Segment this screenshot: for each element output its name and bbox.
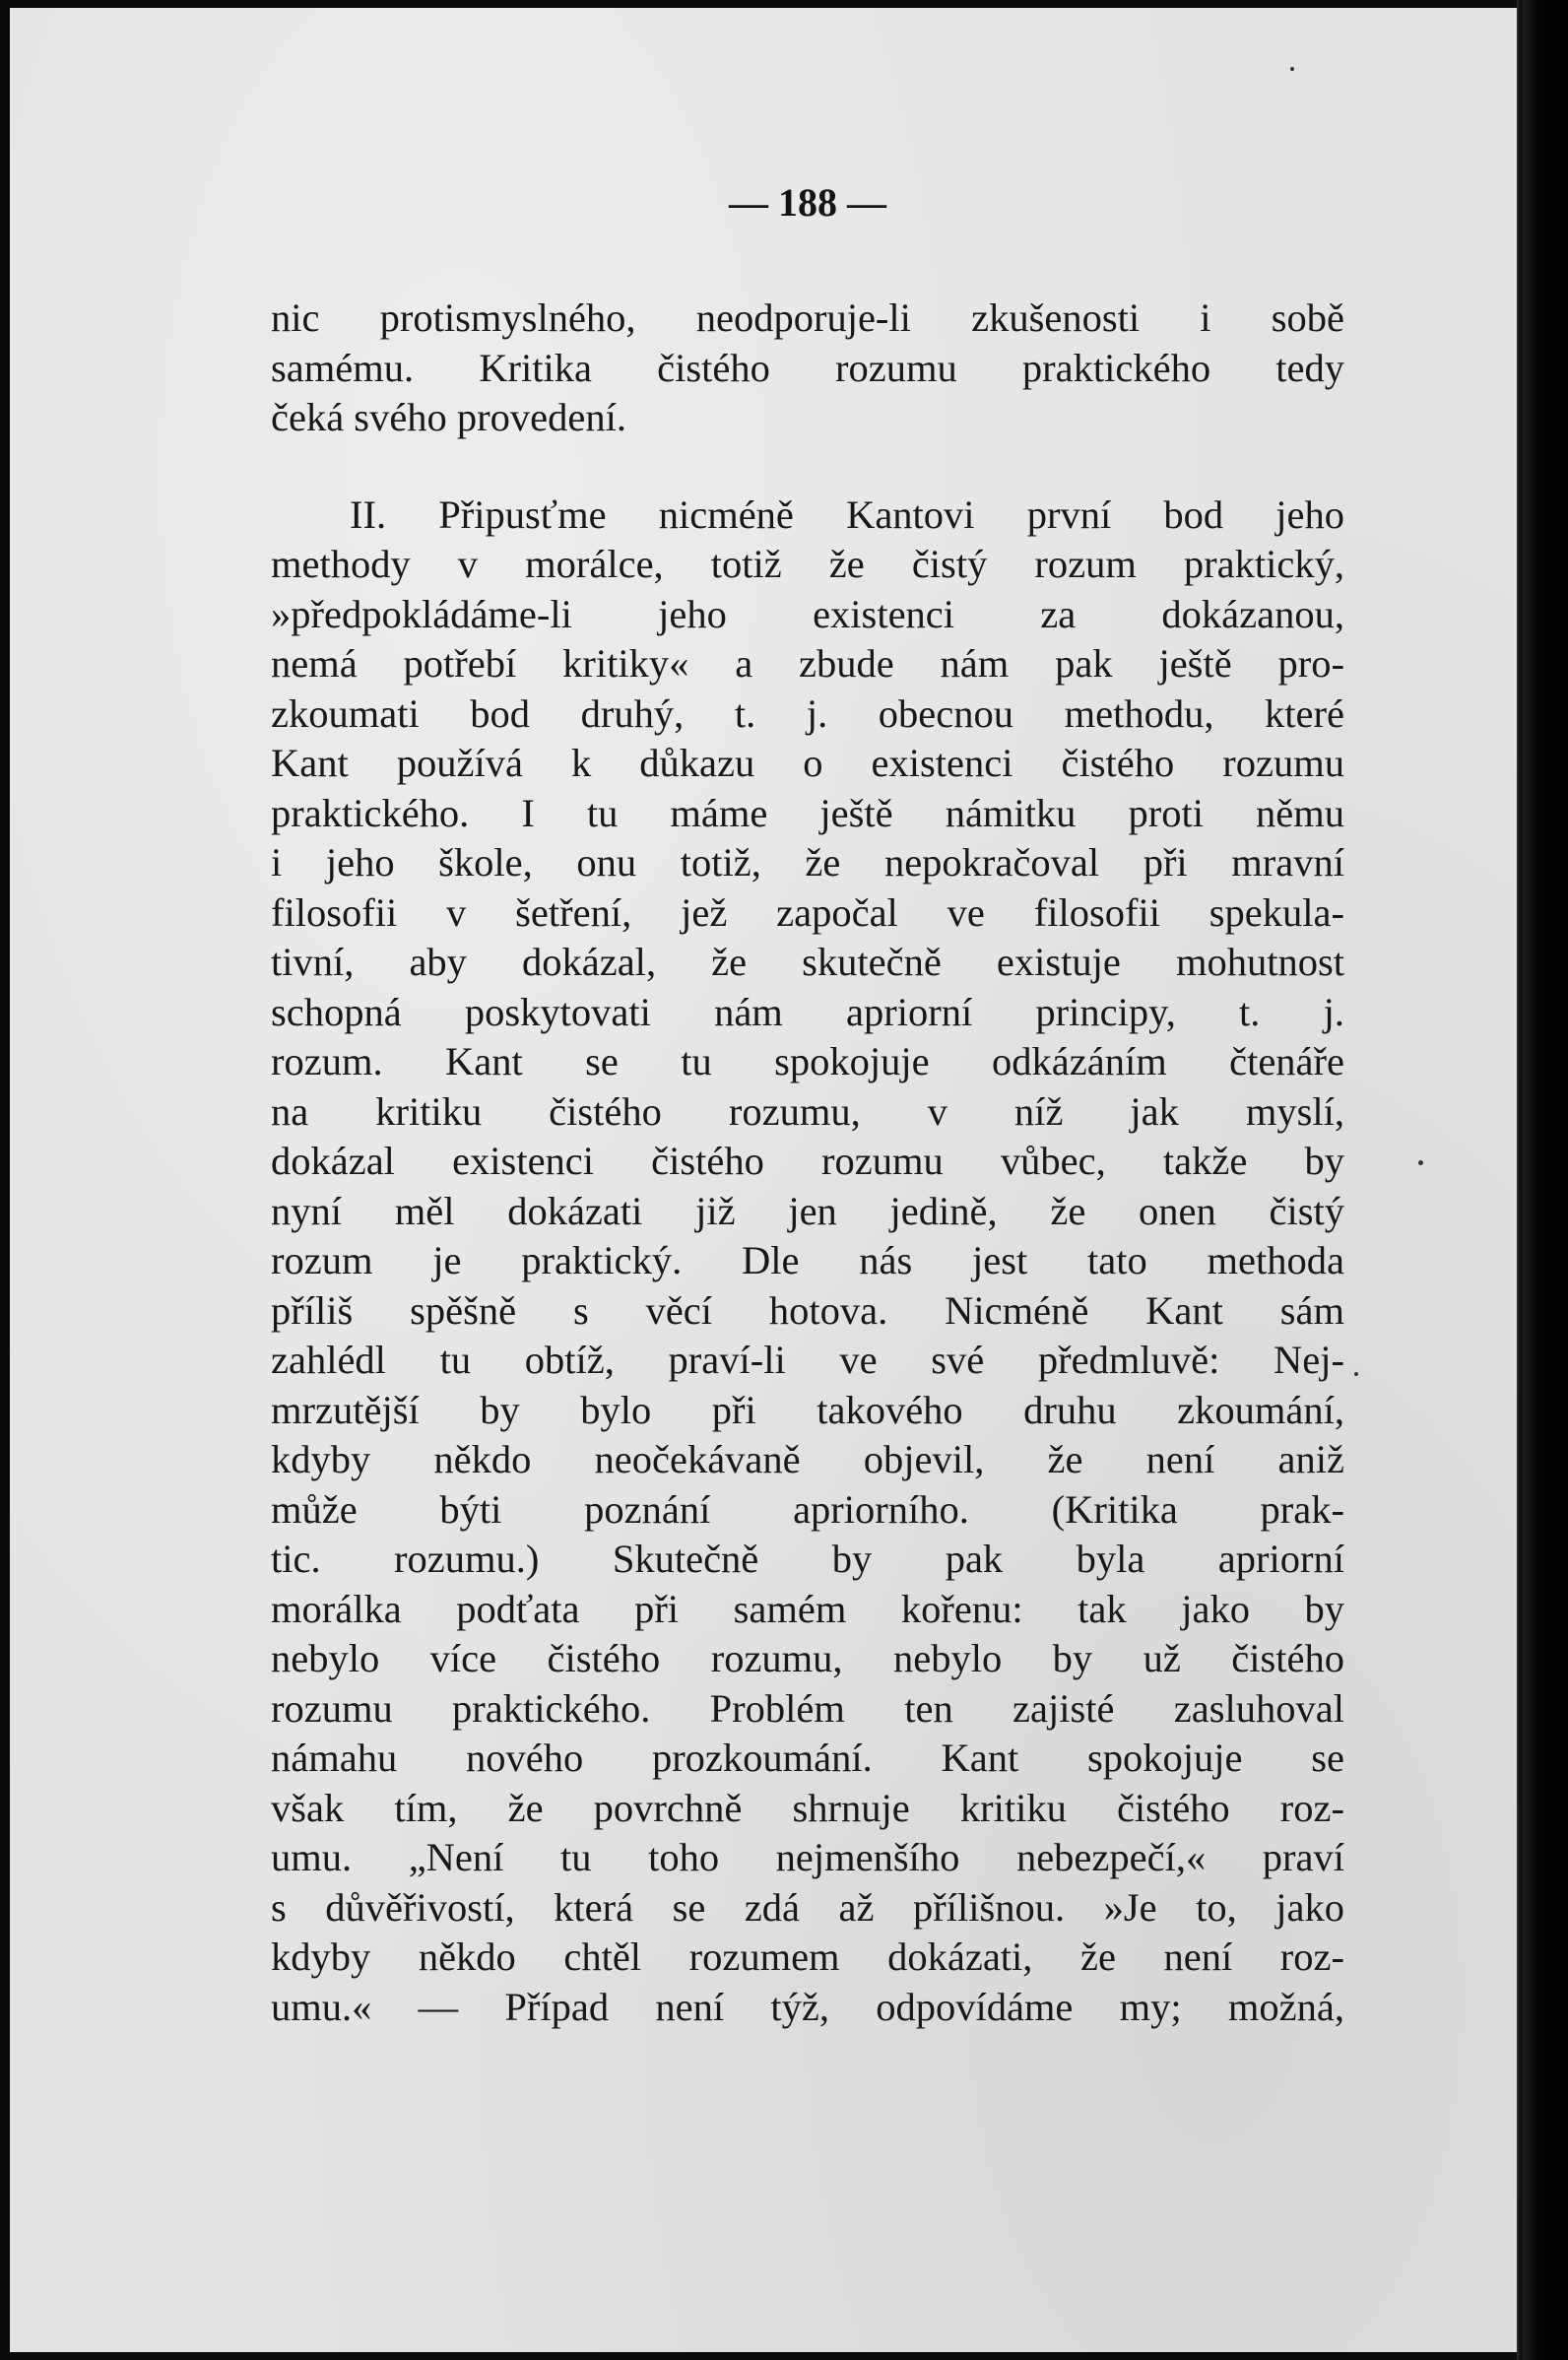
text-line: rozum je praktický. Dle nás jest tato methoda bbox=[271, 1238, 1344, 1282]
text-line: kdyby někdo neočekávaně objevil, že není aniž bbox=[271, 1437, 1344, 1481]
text-line: nyní měl dokázati již jen jedině, že onen čistý bbox=[271, 1188, 1344, 1233]
text-line: II. Připusťme nicméně Kantovi první bod jeho bbox=[350, 492, 1344, 537]
text-line: nebylo více čistého rozumu, nebylo by už čistého bbox=[271, 1636, 1344, 1680]
text-line: zahlédl tu obtíž, praví-li ve své předmluvě: Nej- bbox=[271, 1338, 1344, 1382]
text-line: může býti poznání apriorního. (Kritika prak- bbox=[271, 1486, 1344, 1532]
text-line: dokázal existenci čistého rozumu vůbec, takže by bbox=[271, 1139, 1344, 1183]
text-line: umu.« — Případ není týž, odpovídáme my; možná, bbox=[271, 1984, 1344, 2029]
text-line: filosofii v šetření, jež započal ve filosofii spekula- bbox=[271, 889, 1344, 935]
dust-speck bbox=[1418, 1160, 1423, 1165]
text-line: čeká svého provedení. bbox=[271, 395, 626, 439]
text-line: umu. „Není tu toho nejmenšího nebezpečí,« praví bbox=[271, 1835, 1344, 1879]
text-line: zkoumati bod druhý, t. j. obecnou methodu, které bbox=[271, 690, 1344, 736]
text-line: nemá potřebí kritiky« a zbude nám pak ještě pro- bbox=[271, 641, 1344, 686]
text-line: nic protismyslného, neodporuje-li zkušenosti i sobě bbox=[271, 295, 1344, 340]
text-line: rozum. Kant se tu spokojuje odkázáním čtenáře bbox=[271, 1039, 1344, 1083]
text-line: mrzutější by bylo při takového druhu zkoumání, bbox=[271, 1387, 1344, 1432]
text-line: příliš spěšně s věcí hotova. Nicméně Kant sám bbox=[271, 1287, 1344, 1333]
text-line: Kant používá k důkazu o existenci čistého rozumu bbox=[271, 741, 1344, 785]
text-line: tic. rozumu.) Skutečně by pak byla apriorní bbox=[271, 1537, 1344, 1581]
text-line: rozumu praktického. Problém ten zajisté zasluhoval bbox=[271, 1685, 1344, 1731]
dust-speck bbox=[1290, 67, 1294, 71]
text-line: methody v morálce, totiž že čistý rozum praktický, bbox=[271, 542, 1344, 586]
page-number: — 188 — bbox=[729, 180, 886, 225]
text-line: samému. Kritika čistého rozumu praktického tedy bbox=[271, 345, 1344, 390]
text-line: »předpokládáme-li jeho existenci za dokázanou, bbox=[271, 591, 1344, 636]
text-line: s důvěřivostí, která se zdá až přílišnou. »Je to, jako bbox=[271, 1884, 1344, 1930]
text-line: kdyby někdo chtěl rozumem dokázati, že není roz- bbox=[271, 1934, 1344, 1979]
text-line: schopná poskytovati nám apriorní principy, t. j. bbox=[271, 989, 1344, 1034]
scan-border-right bbox=[1517, 0, 1568, 2360]
text-line: na kritiku čistého rozumu, v níž jak myslí, bbox=[271, 1088, 1344, 1134]
paragraph-gap bbox=[271, 443, 1344, 491]
text-line: i jeho škole, onu totiž, že nepokračoval při mravní bbox=[271, 840, 1344, 885]
text-line: však tím, že povrchně shrnuje kritiku čistého roz- bbox=[271, 1785, 1344, 1830]
pencil-marginal-mark bbox=[85, 1471, 289, 1569]
text-line: námahu nového prozkoumání. Kant spokojuje se bbox=[271, 1736, 1344, 1780]
scan-edge-line bbox=[1519, 0, 1523, 2360]
body-text bbox=[271, 294, 1344, 2032]
text-line: tivní, aby dokázal, že skutečně existuje mohutnost bbox=[271, 940, 1344, 984]
text-line: morálka podťata při samém kořenu: tak jako by bbox=[271, 1586, 1344, 1631]
dust-speck bbox=[1354, 1372, 1358, 1376]
text-line: praktického. I tu máme ještě námitku proti němu bbox=[271, 790, 1344, 835]
